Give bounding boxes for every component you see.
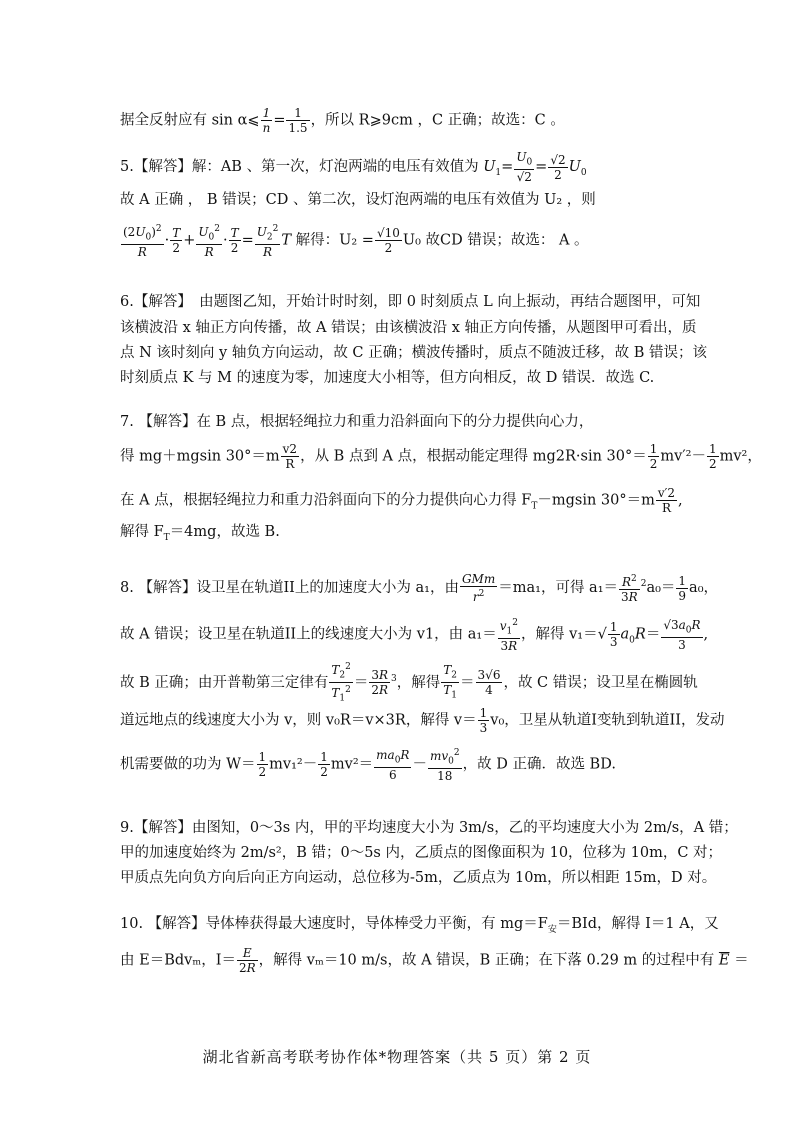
q4-text-a: 据全反射应有 sin α⩽ (120, 112, 260, 129)
q5-text-3a: 解得：U₂ = (295, 232, 374, 249)
q5-text-2: 故 A 正确 ， B 错误；CD 、第二次，设灯泡两端的电压有效值为 U₂ ，则 (120, 192, 596, 208)
q6-line-1: 6.【解答】 由题图乙知，开始计时时刻，即 0 时刻质点 L 向上振动，再结合题图甲，可知 (120, 294, 701, 310)
q5-text-a: 5.【解答】解：AB 、第一次，灯泡两端的电压有效值为 (120, 159, 479, 176)
q7-line-4: 解得 $F_T=4mg$，故选 B. (120, 524, 280, 543)
q8-line-1: 8. 【解答】设卫星在轨道II上的加速度大小为 a₁，由 $\frac{\text{GMm}}{r^2}$ ＝ma₁，可得 a₁＝ $\frac{R^2}{3R}$ $^2$a₀＝ $\frac{1}{9}$ a₀， (120, 572, 719, 604)
q9-line-3: 甲质点先向负方向后向正方向运动，总位移为-5m，乙质点为 10m，所以相距 15m，D 对。 (120, 870, 717, 886)
page-footer: 湖北省新高考联考协作体*物理答案（共 5 页）第 2 页 (202, 1048, 592, 1066)
q8-line-2: 故 A 错误；设卫星在轨道II上的线速度大小为 v1，由 a₁＝ $\frac{v_1^2}{3R}$ ，解得 v₁＝√ $\frac{1}{3}$ $a_0R=$ $\frac{√3a_0R}{3}$ , (120, 617, 709, 654)
q4-line: 据全反射应有 sin α⩽ $\frac{1}{n}$ = $\frac{1}{1.5}$ ，所以 R⩾9cm ，C 正确；故选：C 。 (120, 106, 565, 135)
q4-text-b: ，所以 R⩾9cm ，C 正确；故选：C 。 (310, 112, 565, 129)
q6-line-3: 点 N 该时刻向 y 轴负方向运动，故 C 正确；横波传播时，质点不随波迁移，故 B 错误；该 (120, 345, 707, 361)
q5-text-3b: U₀ 故CD 错误；故选： A 。 (402, 232, 589, 249)
q7-line-3: 在 A 点，根据轻绳拉力和重力沿斜面向下的分力提供向心力得 $F_T-mgsin$ 30°＝m $\frac{v'2}{R}$ , (120, 486, 683, 515)
q7-line-2: 得 mg＋mgsin 30°＝m $\frac{v2}{R}$ ，从 B 点到 A 点，根据动能定理得 mg2R·sin 30°＝ $\frac{1}{2}$ mv′²－ $\frac{1}{2}$ mv²， (120, 442, 762, 471)
q9-line-1: 9.【解答】由图知，0～3s 内，甲的平均速度大小为 3m/s，乙的平均速度大小为 2m/s，A 错； (120, 820, 738, 836)
q5-line-2 (120, 188, 680, 209)
q8-line-4: 道远地点的线速度大小为 v，则 v₀R＝v×3R，解得 v＝ $\frac{1}{3}$ v₀，卫星从轨道I变轨到轨道II，发动 (120, 706, 725, 735)
q10-line-1: 10. 【解答】导体棒获得最大速度时，导体棒受力平衡，有 $mg=F_安=BId$，解得 I＝1 A，又 (120, 916, 719, 935)
q5-line-3: $\frac{(2U_0)^2}{R}$ · $\frac{T}{2}$ + $\frac{U_0^2}{R}$ · $\frac{T}{2}$ = $\frac{U_2^2}{R}$ T 解得：U₂ = $\frac{√10}{2}$ U₀ 故CD 错误；故选： A 。 (123, 224, 589, 260)
q9-line-2: 甲的加速度始终为 2m/s²，B 错；0～5s 内，乙质点的图像面积为 10，位移为 10m，C 对； (120, 845, 723, 861)
q8-line-3: 故 B 正确；由开普勒第三定律有 $\frac{T_2^2}{T_1^2}$ ＝ $\frac{3R}{2R}$ $^3$，解得 $\frac{T_2}{T_1}$ ＝ $\frac{3√6}{4}$ ，故 C 错误；设卫星在椭圆轨 (120, 662, 698, 704)
q7-line-1: 7. 【解答】在 B 点，根据轻绳拉力和重力沿斜面向下的分力提供向心力， (120, 414, 594, 430)
q10-line-2: 由 E＝Bdvₘ，I＝ $\frac{E}{2R}$ ，解得 vₘ＝10 m/s，故 A 错误，B 正确；在下落 0.29 m 的过程中有 $\overline{E}$ ＝ (120, 946, 749, 975)
q6-line-4: 时刻质点 K 与 M 的速度为零，加速度大小相等，但方向相反，故 D 错误．故选 C. (120, 370, 655, 386)
q8-line-5: 机需要做的功为 W＝ $\frac{1}{2}$ mv₁²－ $\frac{1}{2}$ mv²＝ $\frac{ma_0R}{6}$ － $\frac{mv_0^2}{18}$ ，故 D 正确．故选 BD. (120, 747, 616, 784)
q6-line-2: 该横波沿 x 轴正方向传播，故 A 错误；由该横波沿 x 轴正方向传播，从题图甲可看出，质 (120, 320, 697, 336)
q5-line-1: 5.【解答】解：AB 、第一次，灯泡两端的电压有效值为 $U_1=$ $\frac{U_0}{√2}$ = $\frac{√2}{2}$ $U_0$ (120, 150, 587, 185)
